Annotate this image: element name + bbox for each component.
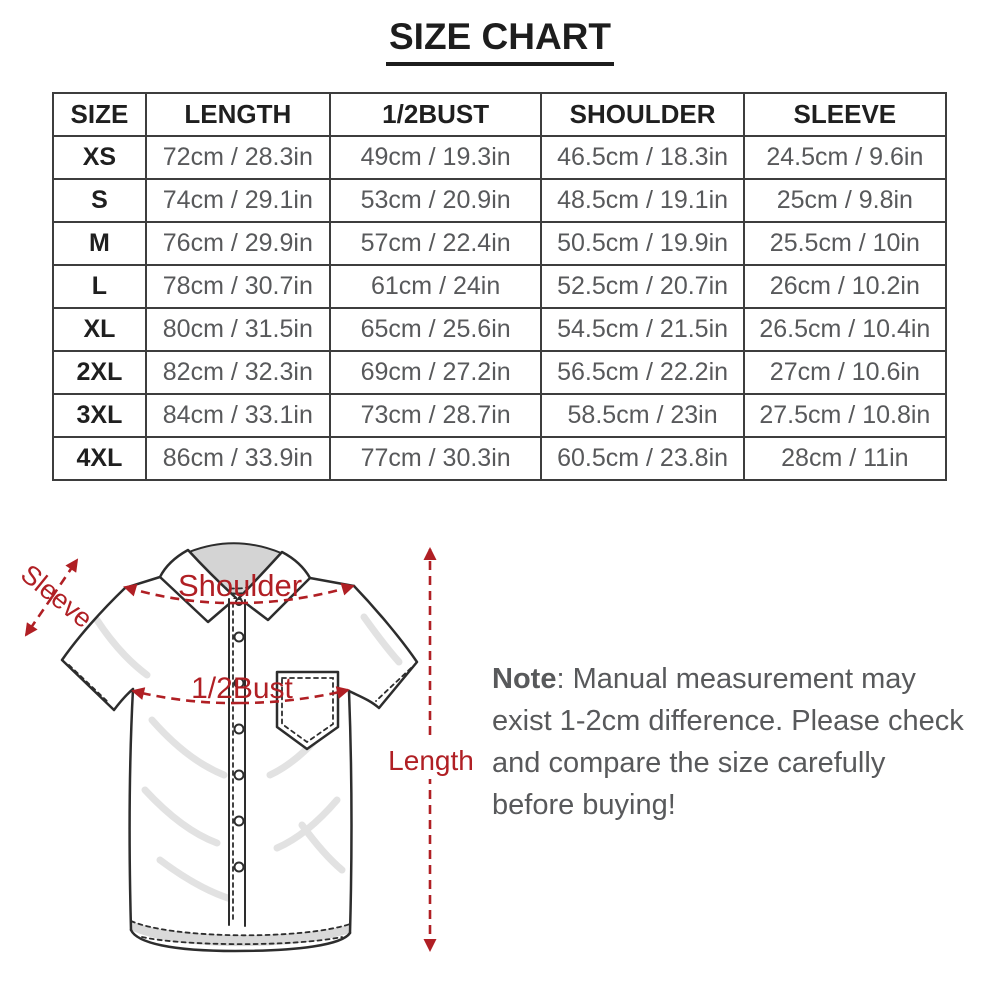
value-cell: 58.5cm / 23in — [541, 394, 743, 437]
size-cell: M — [53, 222, 146, 265]
table-row — [53, 394, 946, 437]
table-row — [53, 265, 946, 308]
button — [235, 817, 244, 826]
sleeve-label: Sleeve — [15, 558, 99, 634]
table-row — [53, 437, 946, 480]
value-cell: 77cm / 30.3in — [330, 437, 542, 480]
table-row — [53, 308, 946, 351]
bust-label: 1/2Bust — [191, 672, 293, 705]
size-cell: 3XL — [53, 394, 146, 437]
value-cell: 46.5cm / 18.3in — [541, 136, 743, 179]
column-header: SIZE — [53, 93, 146, 136]
value-cell: 52.5cm / 20.7in — [541, 265, 743, 308]
value-cell: 49cm / 19.3in — [330, 136, 542, 179]
column-header: SLEEVE — [744, 93, 946, 136]
button — [235, 725, 244, 734]
value-cell: 78cm / 30.7in — [146, 265, 330, 308]
size-table — [52, 92, 947, 481]
value-cell: 74cm / 29.1in — [146, 179, 330, 222]
size-cell: S — [53, 179, 146, 222]
value-cell: 65cm / 25.6in — [330, 308, 542, 351]
table-row — [53, 136, 946, 179]
column-header: SHOULDER — [541, 93, 743, 136]
button — [235, 633, 244, 642]
page-title: SIZE CHART — [386, 16, 614, 66]
value-cell: 69cm / 27.2in — [330, 351, 542, 394]
value-cell: 72cm / 28.3in — [146, 136, 330, 179]
button-placket — [229, 599, 245, 926]
button — [235, 863, 244, 872]
column-header: LENGTH — [146, 93, 330, 136]
size-cell: XL — [53, 308, 146, 351]
header — [0, 16, 1000, 66]
value-cell: 27.5cm / 10.8in — [744, 394, 946, 437]
value-cell: 86cm / 33.9in — [146, 437, 330, 480]
value-cell: 61cm / 24in — [330, 265, 542, 308]
value-cell: 28cm / 11in — [744, 437, 946, 480]
length-label: Length — [388, 745, 474, 776]
value-cell: 73cm / 28.7in — [330, 394, 542, 437]
value-cell: 80cm / 31.5in — [146, 308, 330, 351]
shirt-measurement-diagram — [2, 525, 482, 995]
shoulder-label: Shoulder — [177, 568, 303, 603]
table-row — [53, 351, 946, 394]
header-row — [53, 93, 946, 136]
value-cell: 53cm / 20.9in — [330, 179, 542, 222]
value-cell: 57cm / 22.4in — [330, 222, 542, 265]
value-cell: 25.5cm / 10in — [744, 222, 946, 265]
value-cell: 25cm / 9.8in — [744, 179, 946, 222]
value-cell: 27cm / 10.6in — [744, 351, 946, 394]
value-cell: 50.5cm / 19.9in — [541, 222, 743, 265]
table-body — [53, 136, 946, 480]
column-header: 1/2BUST — [330, 93, 542, 136]
value-cell: 48.5cm / 19.1in — [541, 179, 743, 222]
value-cell: 26cm / 10.2in — [744, 265, 946, 308]
size-cell: L — [53, 265, 146, 308]
note-body: : Manual measurement may exist 1-2cm difference. Please check and compare the size carefully before buying! — [492, 663, 964, 822]
value-cell: 54.5cm / 21.5in — [541, 308, 743, 351]
value-cell: 82cm / 32.3in — [146, 351, 330, 394]
value-cell: 56.5cm / 22.2in — [541, 351, 743, 394]
button — [235, 771, 244, 780]
value-cell: 60.5cm / 23.8in — [541, 437, 743, 480]
value-cell: 26.5cm / 10.4in — [744, 308, 946, 351]
table-row — [53, 222, 946, 265]
note-text — [492, 658, 964, 826]
value-cell: 24.5cm / 9.6in — [744, 136, 946, 179]
note-label: Note — [492, 663, 557, 695]
value-cell: 84cm / 33.1in — [146, 394, 330, 437]
value-cell: 76cm / 29.9in — [146, 222, 330, 265]
size-cell: 2XL — [53, 351, 146, 394]
table-row — [53, 179, 946, 222]
size-cell: 4XL — [53, 437, 146, 480]
size-cell: XS — [53, 136, 146, 179]
